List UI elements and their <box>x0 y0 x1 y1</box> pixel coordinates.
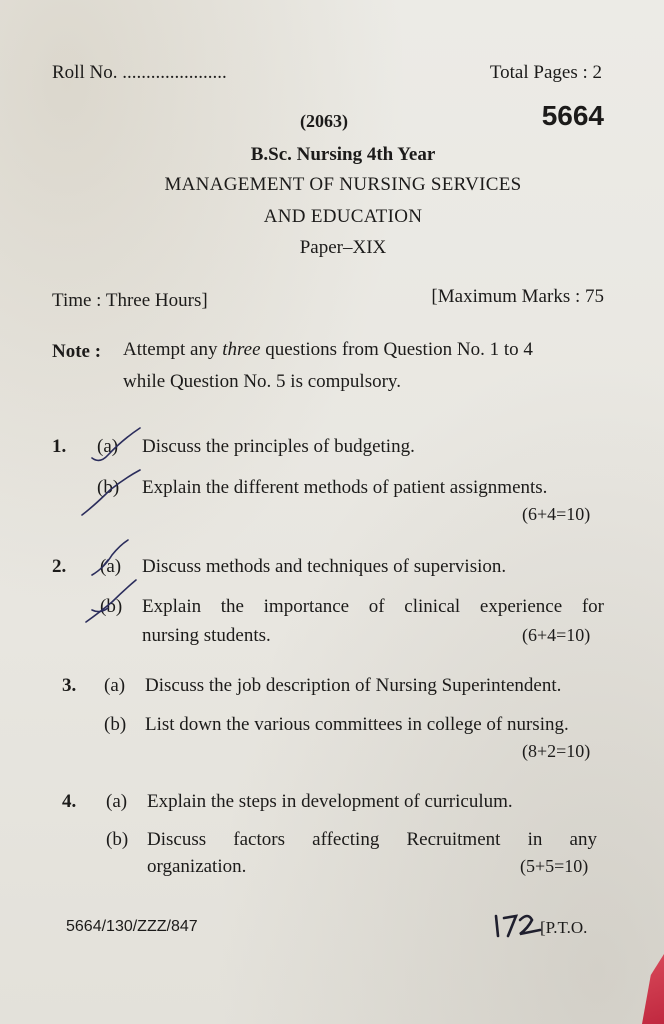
question-number: 2. <box>52 556 67 577</box>
note-text-emphasis: three <box>222 339 261 360</box>
question-text-continued: organization. <box>147 856 247 877</box>
part-label: (b) <box>97 477 120 498</box>
paper-code: 5664 <box>541 100 604 131</box>
note-label: Note : <box>52 341 102 362</box>
part-label: (b) <box>104 714 127 735</box>
part-label: (a) <box>100 556 122 577</box>
question-text: Explain the importance of clinical experience for <box>142 596 604 617</box>
checkmark-icon <box>82 470 140 515</box>
part-label: (a) <box>106 791 128 812</box>
question-marks: (8+2=10) <box>522 741 591 761</box>
note-text-post: questions from Question No. 1 to 4 <box>260 339 533 360</box>
question-marks: (6+4=10) <box>522 625 591 645</box>
question-marks: (6+4=10) <box>522 504 591 524</box>
part-label: (a) <box>104 675 126 696</box>
question-text: Discuss the principles of budgeting. <box>142 436 415 457</box>
part-label: (b) <box>100 596 123 617</box>
question-text: Explain the different methods of patient assignments. <box>142 477 548 498</box>
note-line2: while Question No. 5 is compulsory. <box>123 371 401 392</box>
part-label: (b) <box>106 829 129 850</box>
question-text: Discuss factors affecting Recruitment in any <box>147 829 597 850</box>
note-text-pre: Attempt any <box>123 339 223 360</box>
question-text: Discuss methods and techniques of supervision. <box>142 556 507 577</box>
pto-label: [P.T.O. <box>540 918 588 937</box>
question-text-continued: nursing students. <box>142 625 271 646</box>
part-label: (a) <box>97 436 119 457</box>
question-marks: (5+5=10) <box>520 856 589 876</box>
checkmark-icon <box>86 580 136 622</box>
year-code: (2063) <box>300 111 348 131</box>
handwritten-number-icon <box>496 916 540 936</box>
question-text: List down the various committees in college of nursing. <box>145 714 569 735</box>
question-number: 1. <box>52 436 67 457</box>
subject-title-line1: MANAGEMENT OF NURSING SERVICES <box>164 174 522 195</box>
checkmark-icon <box>92 540 128 575</box>
question-text: Explain the steps in development of curriculum. <box>147 791 513 812</box>
total-pages: Total Pages : 2 <box>489 62 602 83</box>
footer-code: 5664/130/ZZZ/847 <box>66 918 198 935</box>
exam-time: Time : Three Hours] <box>52 290 208 311</box>
course-title: B.Sc. Nursing 4th Year <box>250 144 436 165</box>
paper-number: Paper–XIX <box>299 237 387 258</box>
checkmark-icon <box>92 428 140 460</box>
question-text: Discuss the job description of Nursing Superintendent. <box>145 675 562 696</box>
question-number: 4. <box>62 791 77 812</box>
subject-title-line2: AND EDUCATION <box>263 206 423 227</box>
checkmark-icon <box>92 608 108 612</box>
question-number: 3. <box>62 675 77 696</box>
maximum-marks: [Maximum Marks : 75 <box>431 286 604 307</box>
roll-number: Roll No. ...................... <box>52 62 227 83</box>
